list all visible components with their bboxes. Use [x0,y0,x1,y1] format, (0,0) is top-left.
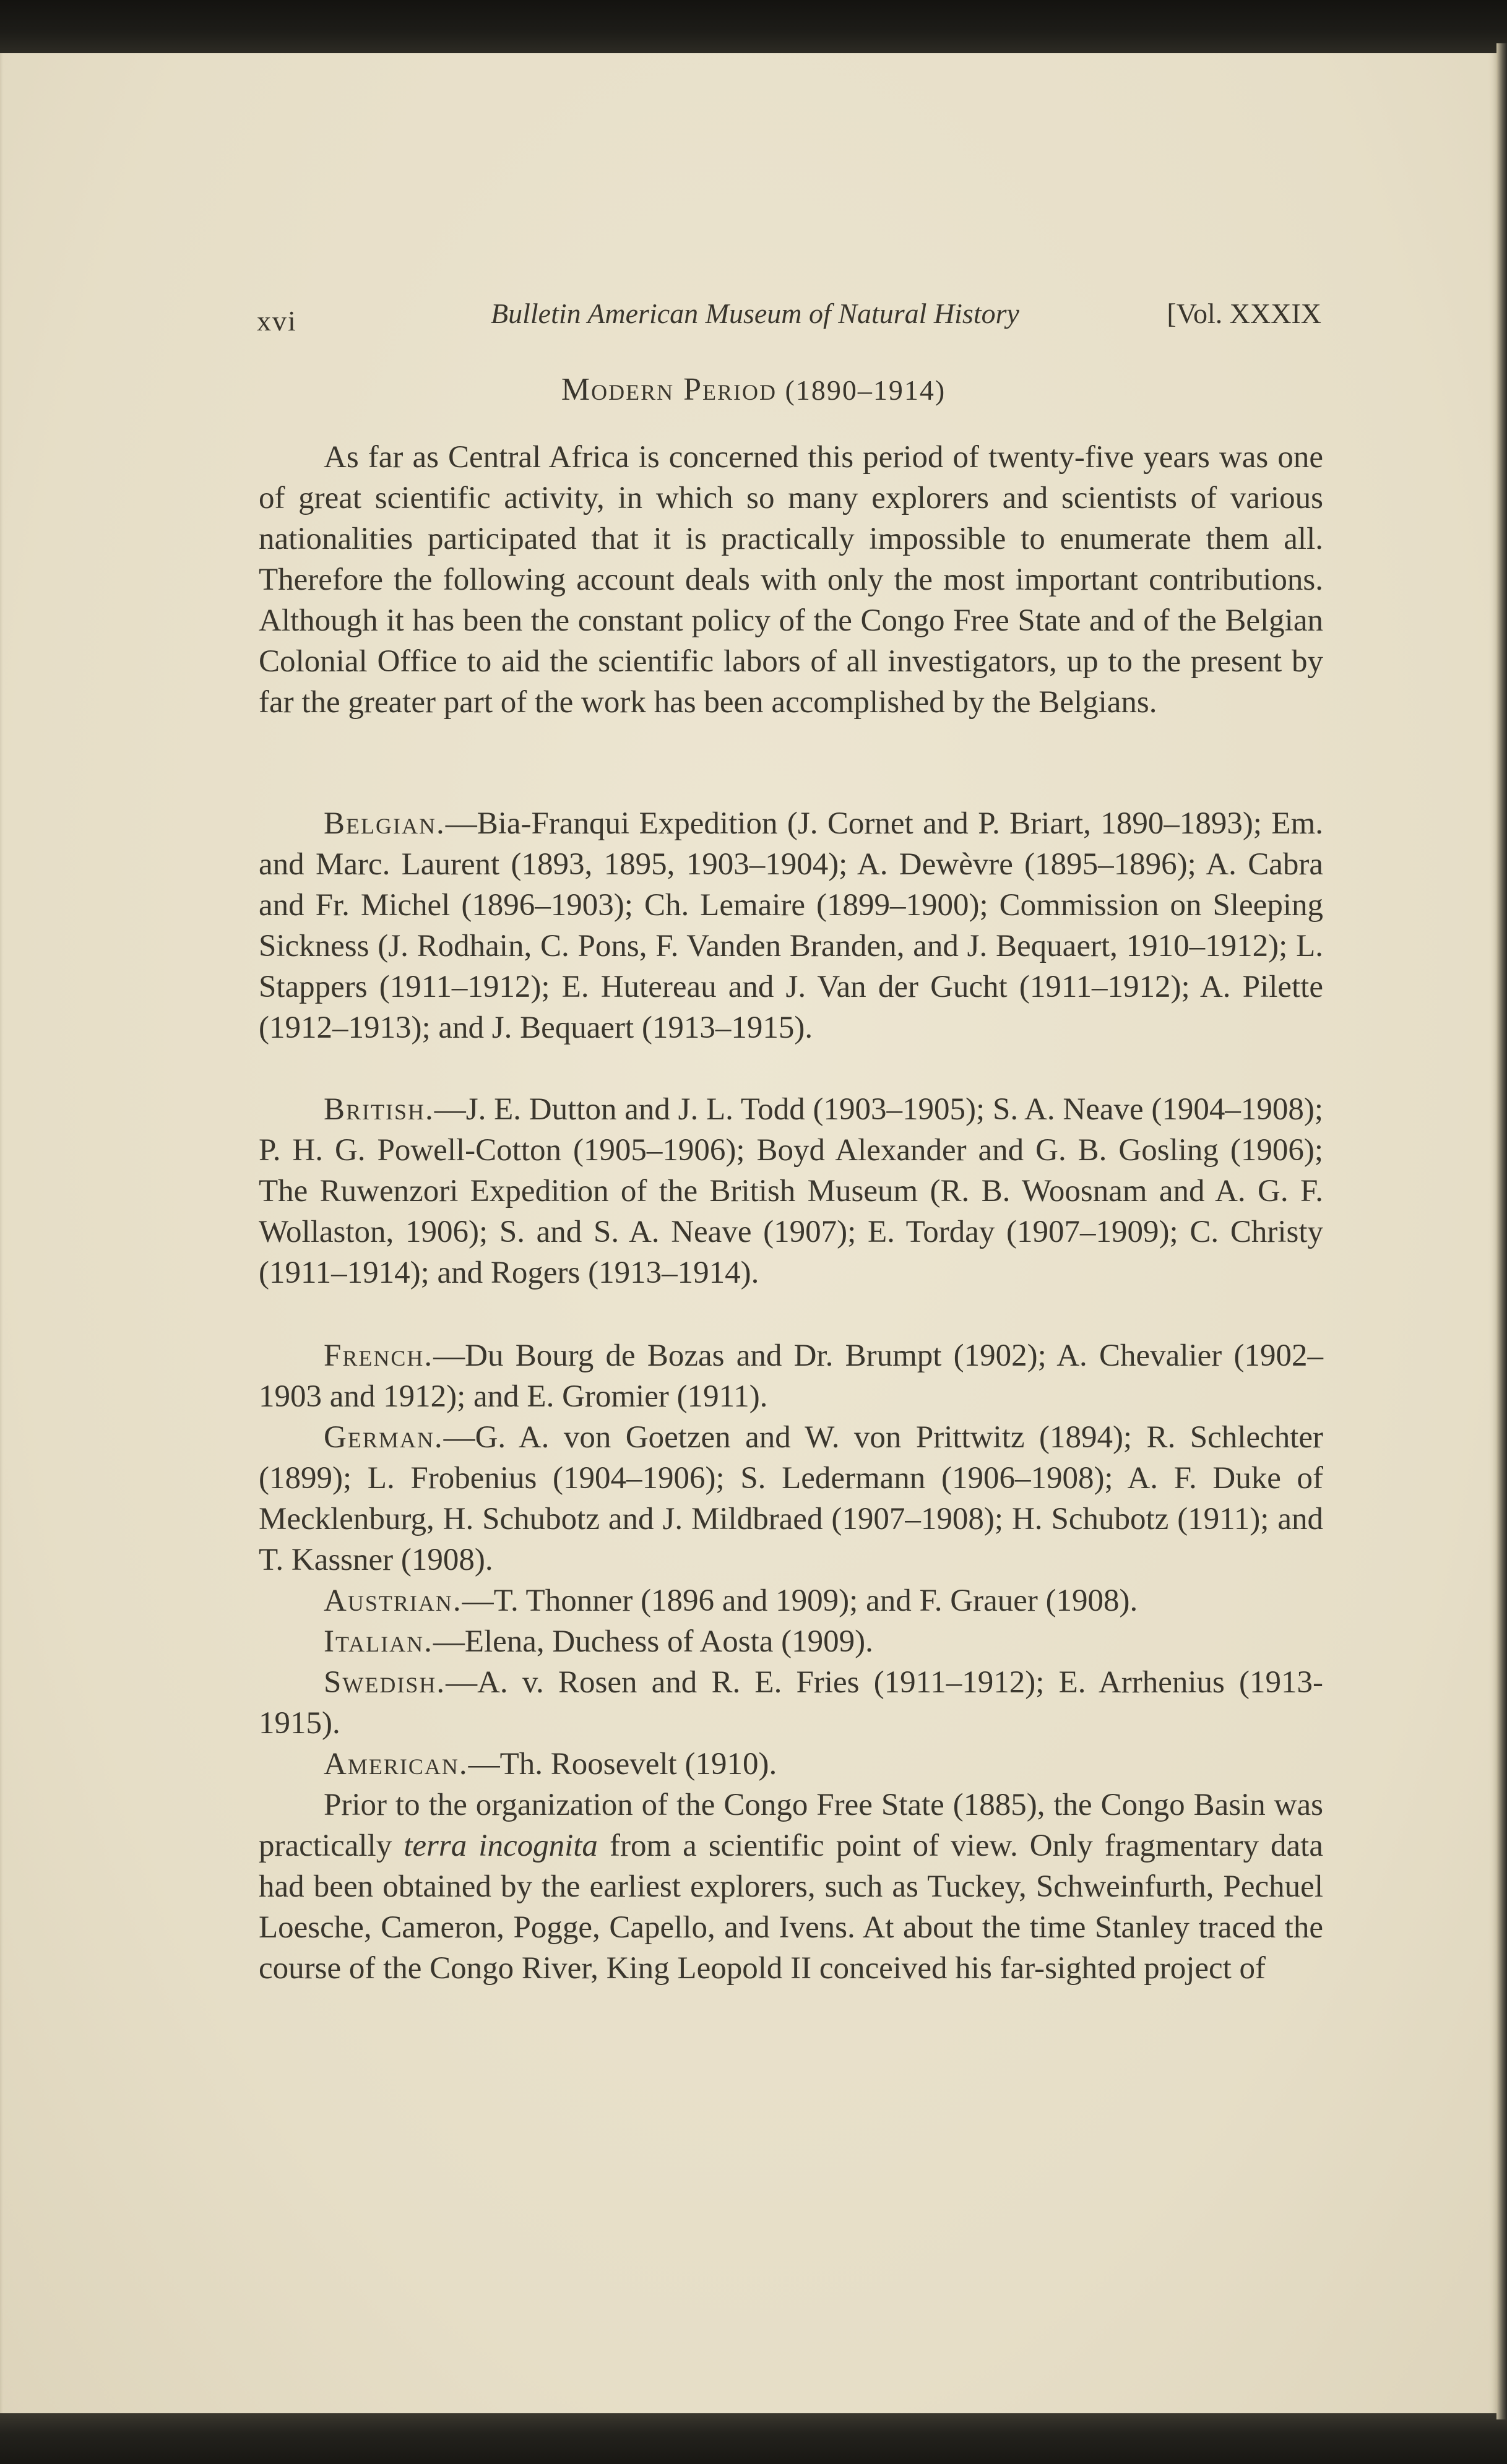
scan-bottom-edge [0,2413,1507,2464]
french-paragraph [259,1335,1323,1417]
section-heading [0,371,1507,408]
british-paragraph [259,1089,1323,1293]
french-text: —Du Bourg de Bozas and Dr. Brumpt (1902); A. Chevalier (1902–1903 and 1912); and E. Gromier (1911). [259,1338,1323,1414]
running-title: Bulletin American Museum of Natural History [491,298,1019,329]
section-title: Modern Period [561,372,777,407]
page-number: xvi [257,305,297,337]
belgian-paragraph [259,803,1323,1048]
american-text: —Th. Roosevelt (1910). [468,1747,777,1781]
volume-label: [Vol. XXXIX [1167,298,1321,329]
belgian-lead: Belgian. [324,806,446,841]
swedish-paragraph [259,1662,1323,1744]
german-paragraph [259,1417,1323,1580]
prior-text-before: Prior to the organization of the Congo Free State (1885), the Congo Basin was practically [259,1788,1323,1863]
italian-paragraph [259,1621,1323,1662]
prior-text-italic: terra incognita [404,1829,598,1863]
swedish-text: —A. v. Rosen and R. E. Fries (1911–1912); E. Arrhenius (1913-1915). [259,1665,1323,1741]
scan-top-edge [0,0,1507,53]
intro-paragraph: As far as Central Africa is concerned this period of twenty-five years was one of great scientific activity, in which so many explorers and scientists of various nationalities participated that it is practically impossible to enumerate them all. Therefore the following account deals with only the most important contributions. Although it has been the constant policy of the Congo Free State and of the Belgian Colonial Office to aid the scientific labors of all investigators, up to the present by far the greater part of the work has been accomplished by the Belgians. [259,440,1323,720]
british-lead: British. [324,1092,434,1127]
prior-paragraph [259,1785,1323,1989]
belgian-text: —Bia-Franqui Expedition (J. Cornet and P. Briart, 1890–1893); Em. and Marc. Laurent (1893, 1895, 1903–1904); A. Dewèvre (1895–1896); A. Cabra and Fr. Michel (1896–1903); Ch. Lemaire (1899–1900); Commission on Sleeping Sickness (J. Rodhain, C. Pons, F. Vanden Branden, and J. Bequaert, 1910–1912); L. Stappers (1911–1912); E. Hutereau and J. Van der Gucht (1911–1912); A. Pilette (1912–1913); and J. Bequaert (1913–1915). [259,806,1323,1045]
american-paragraph [259,1744,1323,1785]
austrian-lead: Austrian. [324,1583,462,1618]
italian-text: —Elena, Duchess of Aosta (1909). [433,1624,873,1659]
prior-text-after: from a scientific point of view. Only fragmentary data had been obtained by the earliest explorers, such as Tuckey, Schweinfurth, Pechuel Loesche, Cameron, Pogge, Capello, and Ivens. At about the time Stanley traced the course of the Congo River, King Leopold II conceived his far-sighted project of [259,1829,1323,1986]
running-header [257,297,1321,340]
german-text: —G. A. von Goetzen and W. von Prittwitz (1894); R. Schlechter (1899); L. Frobenius (1904–1906); S. Ledermann (1906–1908); A. F. Duke of Mecklenburg, H. Schubotz and J. Mildbraed (1907–1908); H. Schubotz (1911); and T. Kassner (1908). [259,1420,1323,1577]
swedish-lead: Swedish. [324,1665,446,1700]
german-lead: German. [324,1420,444,1455]
british-text: —J. E. Dutton and J. L. Todd (1903–1905); S. A. Neave (1904–1908); P. H. G. Powell-Cotton (1905–1906); Boyd Alexander and G. B. Gosling (1906); The Ruwenzori Expedition of the British Museum (R. B. Woosnam and A. G. F. Wollaston, 1906); S. and S. A. Neave (1907); E. Torday (1907–1909); C. Christy (1911–1914); and Rogers (1913–1914). [259,1092,1323,1290]
french-lead: French. [324,1338,434,1373]
section-dates: (1890–1914) [785,374,946,406]
austrian-text: —T. Thonner (1896 and 1909); and F. Grauer (1908). [462,1583,1138,1618]
italian-lead: Italian. [324,1624,433,1659]
austrian-paragraph [259,1580,1323,1621]
american-lead: American. [324,1747,469,1781]
